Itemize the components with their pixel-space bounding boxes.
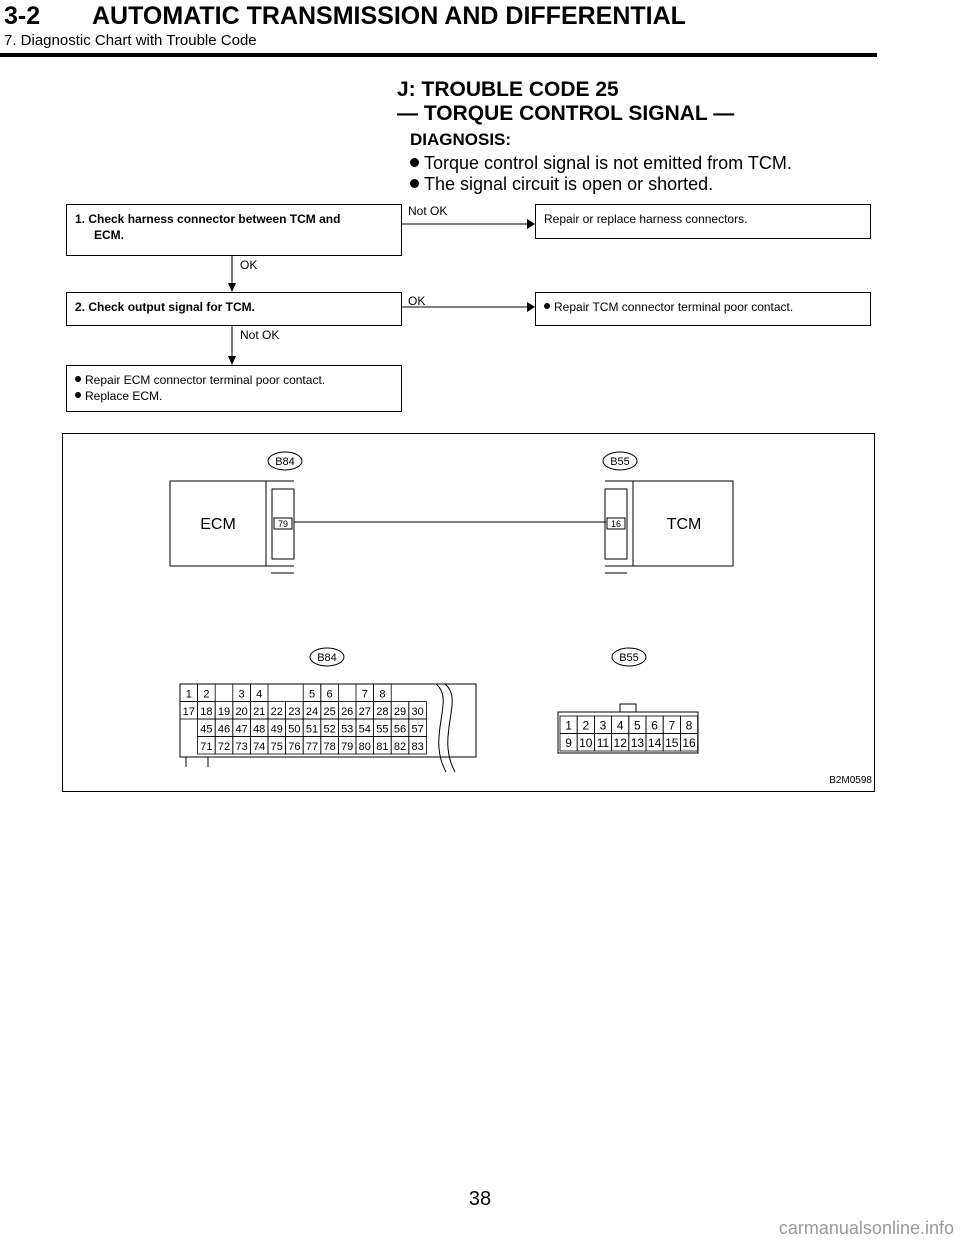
b84-break-line-1 (436, 684, 446, 772)
b84-terminal-number: 76 (288, 741, 301, 753)
b84-terminal-number: 80 (358, 741, 371, 753)
step1-down-label: OK (240, 258, 258, 272)
b84-terminal-number: 25 (323, 706, 336, 718)
b84-terminal-number: 47 (235, 723, 248, 736)
b84-terminal-number: 73 (235, 741, 248, 753)
b84-terminal-number: 1 (185, 688, 192, 701)
ecm-label: ECM (200, 516, 236, 533)
b84-terminal-number: 28 (376, 706, 389, 718)
b55-terminal-number: 13 (630, 736, 645, 750)
b84-terminal-number: 4 (256, 688, 263, 701)
step2-side-result: Repair TCM connector terminal poor contact. (535, 292, 871, 326)
b84-terminal-number: 51 (305, 723, 319, 736)
b55-terminal-number: 2 (582, 718, 590, 733)
b55-terminal-number: 5 (634, 718, 641, 733)
b84-terminal-number: 56 (393, 723, 407, 736)
b84-terminal-number: 20 (235, 706, 248, 718)
b84-terminal-number: 29 (393, 706, 407, 718)
b84-terminal-number: 24 (305, 706, 319, 718)
b84-terminal-number: 74 (253, 741, 266, 753)
b84-terminal-number: 49 (270, 723, 283, 736)
b55-terminal-number: 4 (616, 718, 624, 733)
tcm-label: TCM (666, 516, 702, 533)
b55-terminal-number: 1 (565, 718, 572, 733)
b84-label-bottom: B84 (317, 652, 337, 664)
step1-line2: ECM. (94, 228, 124, 242)
b55-label-top: B55 (610, 456, 630, 468)
watermark: carmanualsonline.info (778, 1218, 954, 1238)
final-result-2: Replace ECM. (75, 388, 393, 404)
b84-terminal-number: 6 (326, 688, 333, 701)
page-number: 38 (468, 1188, 492, 1210)
diagnosis-bullet-1: Torque control signal is not emitted from TCM. (410, 153, 792, 173)
section-number: 3-2 (4, 2, 41, 30)
diagnosis-heading: DIAGNOSIS: (410, 130, 512, 149)
b84-terminal-number: 52 (323, 723, 336, 736)
b55-lock-tab (620, 704, 636, 712)
step2-down-label: Not OK (240, 328, 280, 342)
b84-terminal-number: 19 (217, 706, 231, 718)
b84-terminal-number: 26 (341, 706, 354, 718)
b84-break-line-2 (445, 684, 455, 772)
tcm-terminal-number: 16 (610, 519, 622, 529)
b55-terminal-number: 8 (685, 718, 693, 733)
b84-terminal-number: 46 (217, 723, 231, 736)
b84-terminal-number: 7 (361, 688, 368, 701)
b55-terminal-number: 14 (647, 736, 662, 750)
b84-terminal-number: 2 (203, 688, 210, 701)
step1-side-label: Not OK (408, 204, 448, 218)
b84-terminal-number: 81 (376, 741, 389, 753)
b84-terminal-number: 77 (305, 741, 319, 753)
b84-terminal-number: 79 (341, 741, 354, 753)
b84-terminal-number: 8 (379, 688, 386, 701)
diagnosis-bullet-2: The signal circuit is open or shorted. (410, 174, 713, 194)
b84-terminal-number: 17 (182, 706, 195, 718)
b84-terminal-number: 5 (308, 688, 316, 701)
final-result-1: Repair ECM connector terminal poor contact. (75, 372, 393, 388)
b84-terminal-number: 50 (288, 723, 301, 736)
b55-terminal-number: 11 (596, 736, 610, 750)
b84-terminal-number: 75 (270, 741, 283, 753)
b55-terminal-number: 16 (682, 736, 696, 750)
page-title-line2: — TORQUE CONTROL SIGNAL — (397, 102, 735, 125)
b84-terminal-number: 83 (411, 741, 424, 753)
b55-terminal-number: 10 (579, 736, 593, 750)
b84-terminal-number: 22 (270, 706, 283, 718)
step1-side-result: Repair or replace harness connectors. (535, 204, 871, 239)
section-title: AUTOMATIC TRANSMISSION AND DIFFERENTIAL (92, 2, 686, 30)
b55-terminal-number: 3 (599, 718, 607, 733)
b55-terminal-number: 9 (565, 736, 572, 750)
b84-terminal-number: 54 (358, 723, 371, 736)
b55-terminal-number: 6 (651, 718, 658, 733)
b84-terminal-number: 21 (253, 706, 266, 718)
b84-terminal-number: 27 (358, 706, 371, 718)
b84-terminal-number: 72 (217, 741, 231, 753)
b84-terminal-number: 78 (323, 741, 336, 753)
step2-side-label: OK (408, 294, 426, 308)
b84-terminal-number: 55 (376, 723, 389, 736)
b84-terminal-grid (180, 684, 426, 754)
b84-terminal-number: 45 (200, 723, 213, 736)
b55-terminal-number: 12 (613, 736, 627, 750)
step2-box: 2. Check output signal for TCM. (66, 292, 402, 326)
b84-label-top: B84 (275, 456, 295, 468)
b84-terminal-number: 3 (238, 688, 245, 701)
b84-terminal-number: 48 (253, 723, 266, 736)
b84-terminal-number: 23 (288, 706, 301, 718)
b84-terminal-number: 30 (411, 706, 424, 718)
b84-terminal-number: 53 (341, 723, 354, 736)
figure-id: B2M0598 (829, 775, 872, 786)
b84-terminal-number: 18 (200, 706, 213, 718)
ecm-terminal-number: 79 (277, 519, 289, 529)
b55-terminal-grid (560, 716, 698, 751)
b84-terminal-number: 82 (393, 741, 407, 753)
b84-terminal-number: 71 (200, 741, 213, 753)
page-title-line1: J: TROUBLE CODE 25 (397, 78, 619, 101)
step1-line1: 1. Check harness connector between TCM and (75, 212, 341, 226)
b55-terminal-number: 7 (668, 718, 676, 733)
b84-terminal-number: 57 (411, 723, 424, 736)
b55-terminal-number: 15 (665, 736, 679, 750)
b55-label-bottom: B55 (619, 652, 639, 664)
subsection-title: 7. Diagnostic Chart with Trouble Code (4, 32, 257, 49)
